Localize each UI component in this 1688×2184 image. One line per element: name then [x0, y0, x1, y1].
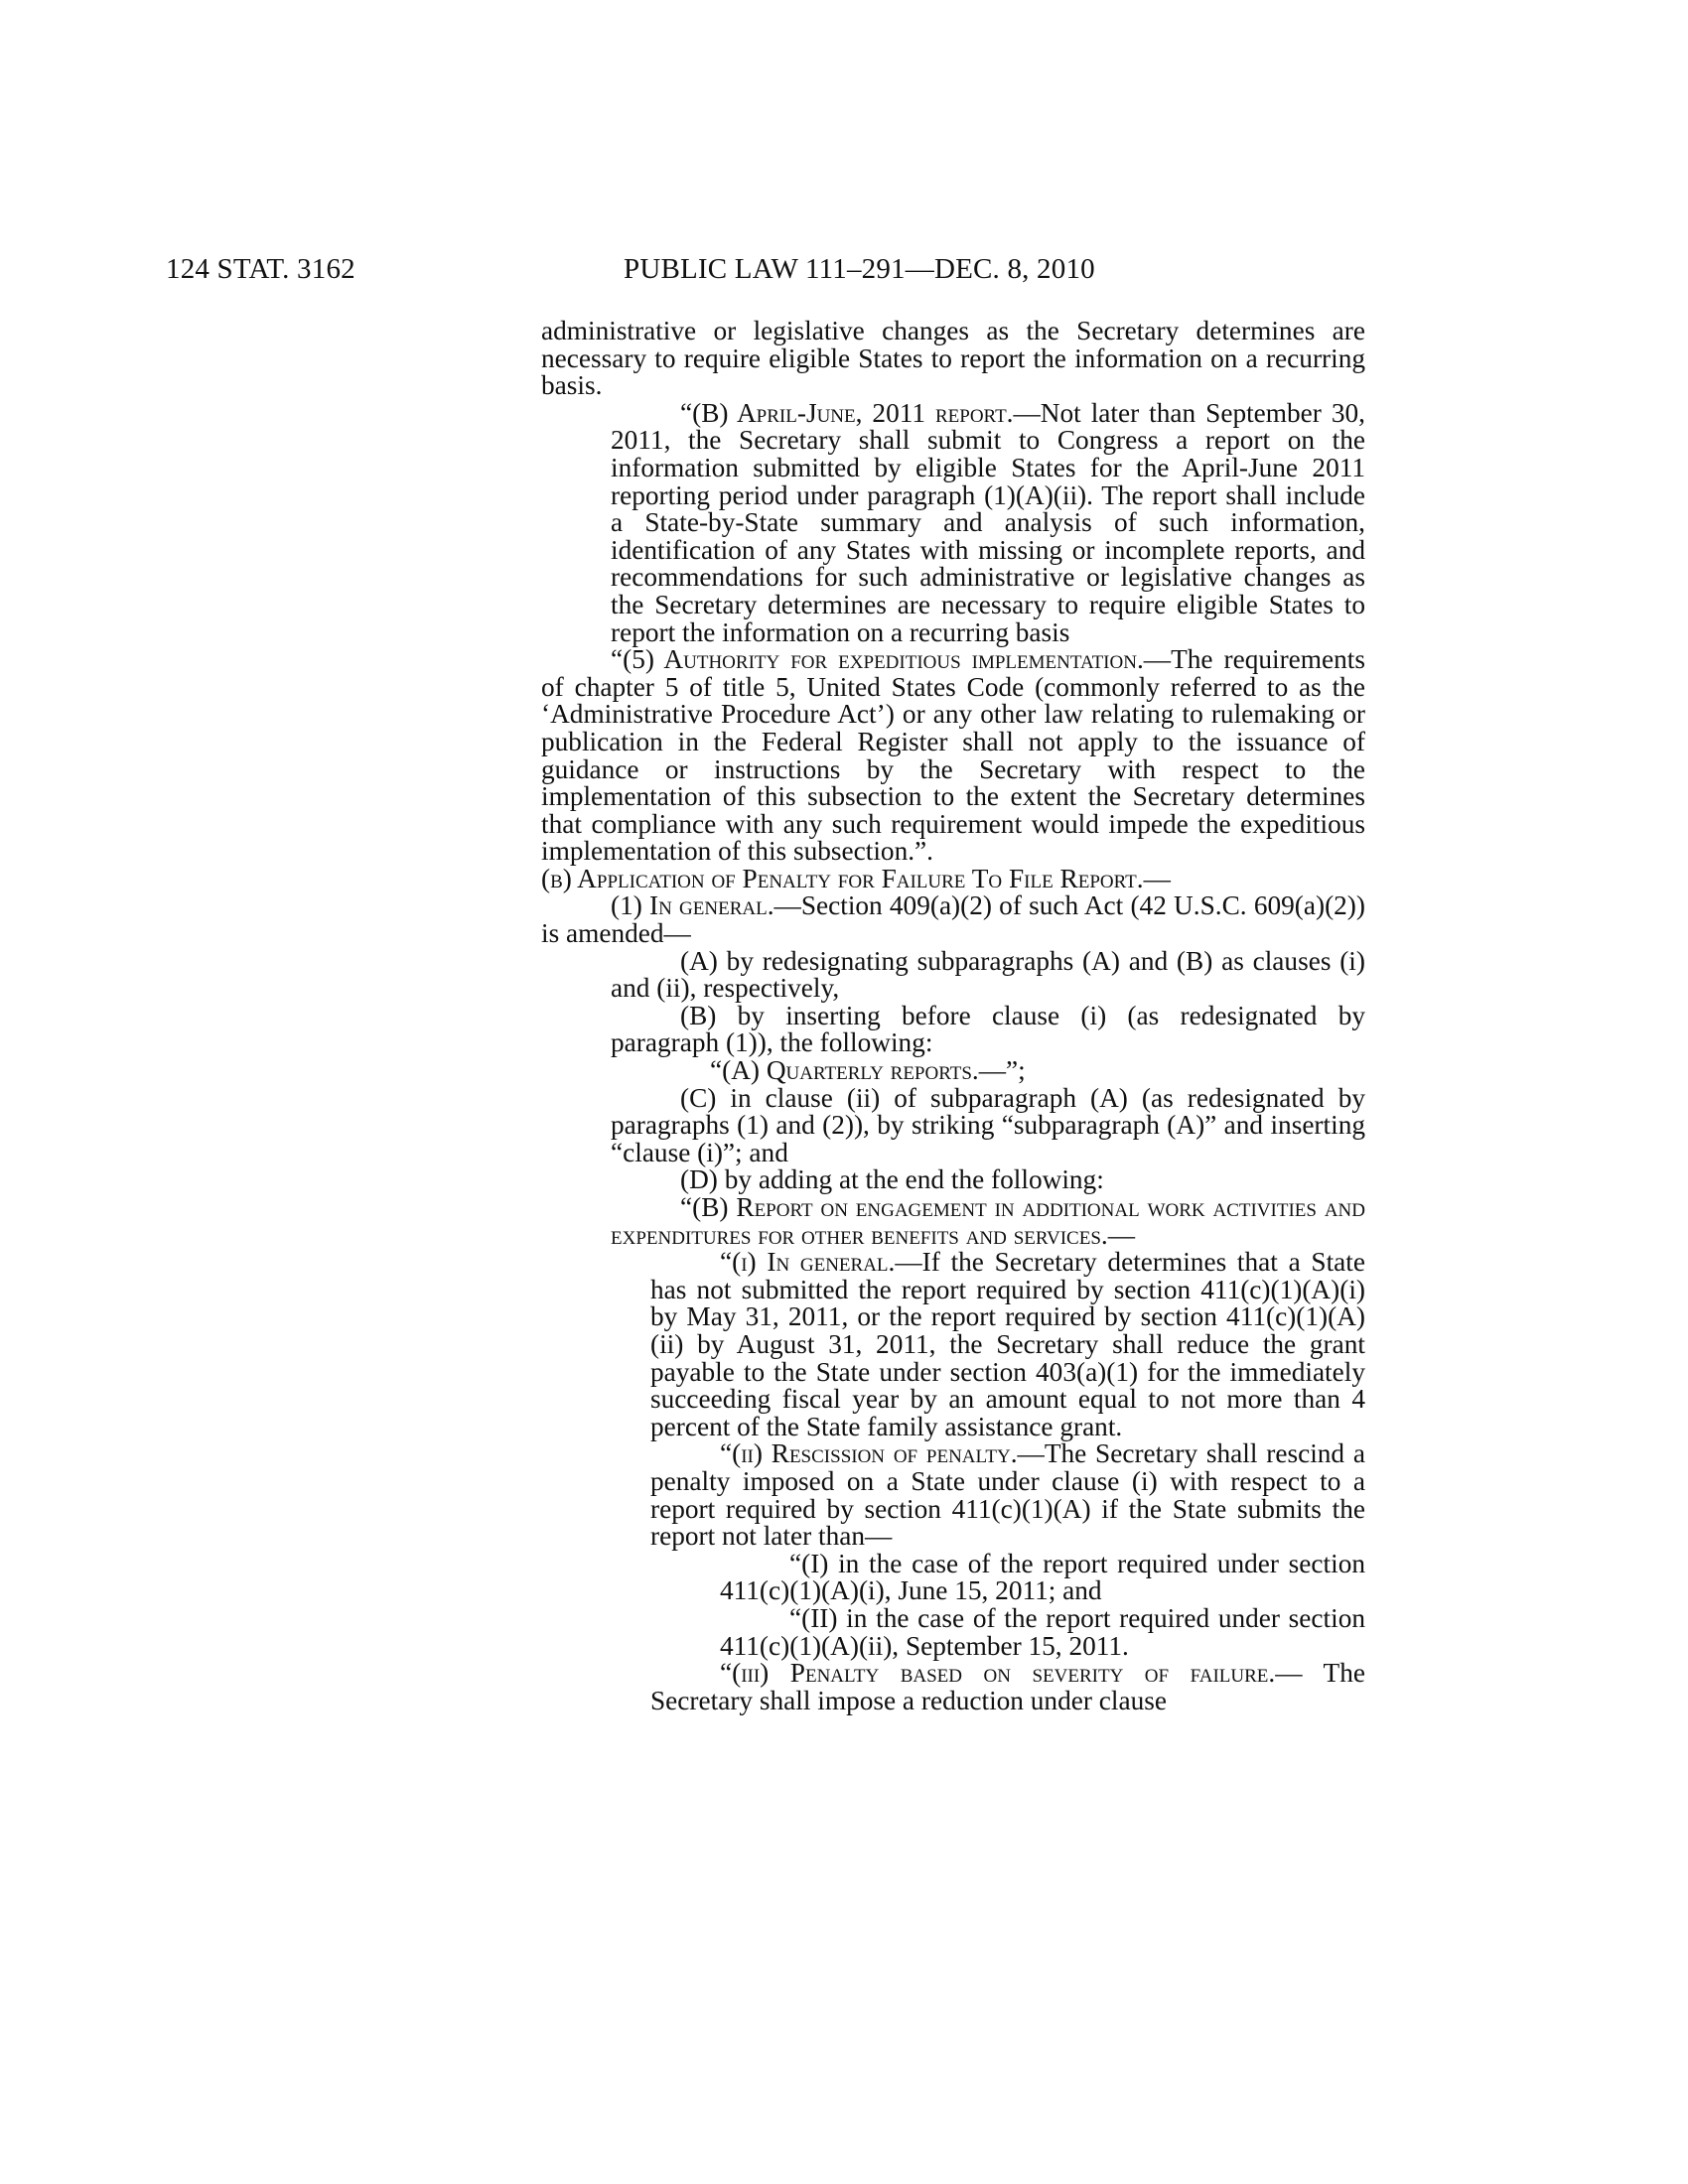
paragraph-heading: “(5) Authority for expeditious implementation.: [611, 644, 1144, 675]
clause-a: (A) by redesignating subparagraphs (A) and (B) as clauses (i) and (ii), respectively,: [611, 945, 1365, 1004]
subparagraph-heading: “(B) Report on engagement in additional work activities and expenditures for other benefits and services.: [611, 1192, 1365, 1250]
paragraph-text: —The requirements of chapter 5 of title 5, United States Code (commonly referred to as the ‘Administrative Procedure Act’) or any other law relating to rulemaking or publication in the Federal Register shall not apply to the issuance of guidance or instructions by the Secretary with respect to the implementation of this subsection to the extent the Secretary determines that compliance with any such requirement would impede the expeditious implementation of this subsection.”.: [541, 644, 1365, 867]
page-header-title: PUBLIC LAW 111–291—DEC. 8, 2010: [624, 253, 1095, 285]
insert-heading: “(A) Quarterly reports.: [710, 1055, 979, 1086]
clause-heading: “(ii) Rescission of penalty.: [720, 1438, 1018, 1469]
clause-d: (D) by adding at the end the following:: [680, 1164, 1104, 1195]
subparagraph-text: —: [1107, 1219, 1136, 1250]
paragraph-in-general: [541, 892, 1365, 947]
subparagraph-heading: “(B) April-June, 2011 report.: [680, 397, 1014, 428]
subsection-b-heading: (b) Application of Penalty for Failure To File Report.—: [541, 863, 1171, 893]
clause-heading: “(i) In general.: [720, 1247, 896, 1278]
subparagraph-text: —Not later than September 30, 2011, the Secretary shall submit to Congress a report on the information submitted by eligible States for the April-June 2011 reporting period under paragraph (1)(A)(ii). The report shall include a State-by-State summary and analysis of such information, identification of any States with missing or incomplete reports, and recommendations for such administrative or legislative changes as the Secretary determines are necessary to require eligible States to report the information on a recurring basis: [611, 397, 1365, 647]
paragraph-continuation: administrative or legislative changes as the Secretary determines are necessary to require eligible States to report the information on a recurring basis.: [541, 316, 1365, 401]
subclause-ii: “(II) in the case of the report required under section 411(c)(1)(A)(ii), September 15, 2011.: [720, 1602, 1365, 1661]
paragraph-heading: (1) In general.: [611, 890, 774, 921]
clause-c: (C) in clause (ii) of subparagraph (A) (as redesignated by paragraphs (1) and (2)), by striking “subparagraph (A)” and inserting “clause (i)”; and: [611, 1082, 1365, 1167]
clause-text: —If the Secretary determines that a State has not submitted the report required by section 411(c)(1)(A)(i) by May 31, 2011, or the report required by section 411(c)(1)(A)(ii) by August 31, 2011, the Secretary shall reduce the grant payable to the State under section 403(a)(1) for the immediately succeeding fiscal year by an amount equal to not more than 4 percent of the State family assistance grant.: [650, 1247, 1366, 1441]
paragraph-authority: [541, 646, 1365, 866]
clause-text: — The Secretary shall impose a reduction under clause: [650, 1658, 1365, 1715]
document-body: [541, 318, 1365, 1714]
quarterly-reports-insert: [541, 1057, 1365, 1085]
clause-text: —The Secretary shall rescind a penalty imposed on a State under clause (i) with respect to a report required by section 411(c)(1)(A) if the State submits the report not later than—: [650, 1438, 1365, 1552]
clause-heading: “(iii) Penalty based on severity of failure.: [720, 1658, 1276, 1689]
clause-i-in-general: [541, 1249, 1365, 1440]
clause-b: (B) by inserting before clause (i) (as redesignated by paragraph (1)), the following:: [611, 1000, 1365, 1058]
report-on-engagement-heading: [541, 1194, 1365, 1249]
insert-text: —”;: [978, 1055, 1026, 1086]
clause-iii-penalty: [541, 1660, 1365, 1714]
stat-reference: 124 STAT. 3162: [166, 253, 355, 285]
subclause-i: “(I) in the case of the report required under section 411(c)(1)(A)(i), June 15, 2011; and: [720, 1548, 1365, 1606]
clause-ii-rescission: [541, 1440, 1365, 1550]
paragraph-april-june-report: [541, 397, 1365, 647]
paragraph-text: —Section 409(a)(2) of such Act (42 U.S.C. 609(a)(2)) is amended—: [541, 890, 1365, 949]
